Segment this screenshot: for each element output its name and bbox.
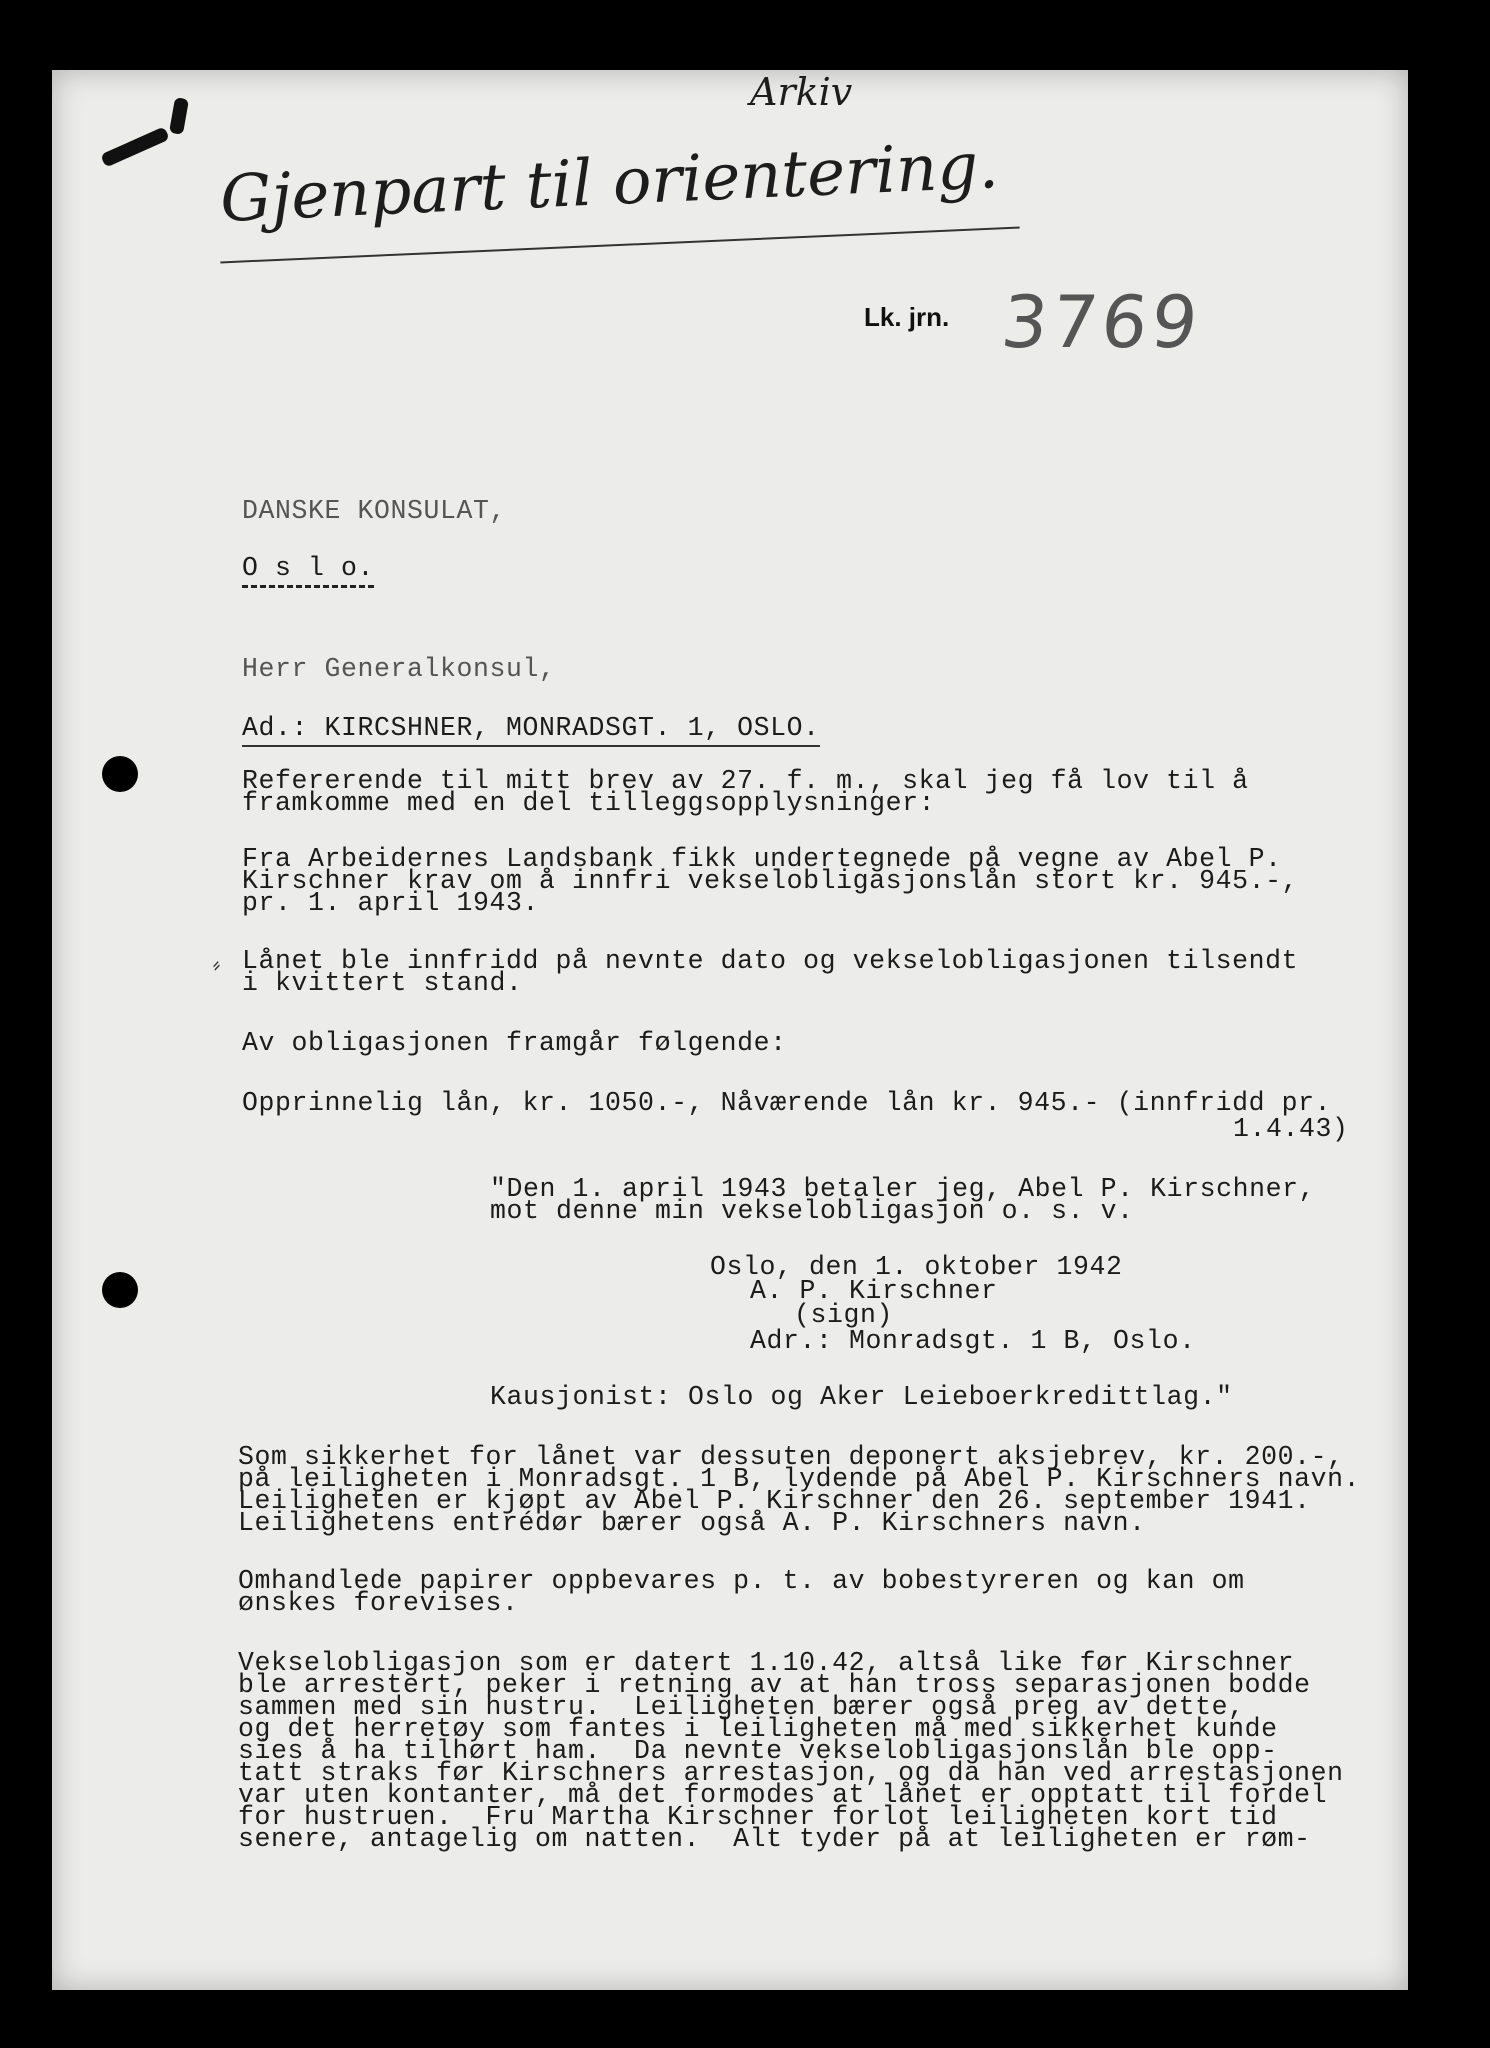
p8-line4: og det herretøy som fantes i leiligheten må med sikkerhet kunde: [238, 1714, 1278, 1744]
p2-line1: Fra Arbeidernes Landsbank fikk undertegnede på vegne av Abel P.: [242, 844, 1282, 874]
p2-line3: pr. 1. april 1943.: [242, 888, 540, 918]
punch-hole-bottom: [102, 1272, 138, 1308]
quote-line1: "Den 1. april 1943 betaler jeg, Abel P. Kirschner,: [490, 1174, 1316, 1204]
subject-line: Ad.: KIRCSHNER, MONRADSGT. 1, OSLO.: [242, 713, 820, 747]
p1-line2: framkomme med en del tilleggsopplysninger:: [242, 788, 936, 818]
ink-scribble-mark-2: [169, 97, 189, 135]
quote-sign: (sign): [794, 1300, 894, 1330]
p3-line1: Lånet ble innfridd på nevnte dato og vekselobligasjonen tilsendt: [242, 946, 1299, 976]
p8-line7: var uten kontanter, må det formodes at lånet er opptatt til fordel: [238, 1780, 1328, 1810]
p3-line2: i kvittert stand.: [242, 968, 523, 998]
p6-line2: på leiligheten i Monradsgt. 1 B, lydende på Abel P. Kirschners navn.: [238, 1464, 1361, 1494]
quote-address: Adr.: Monradsgt. 1 B, Oslo.: [750, 1326, 1196, 1356]
p8-line5: sies å ha tilhørt ham. Da nevnte vekselobligasjonslån ble opp-: [238, 1736, 1278, 1766]
punch-hole-top: [102, 756, 138, 792]
p8-line1: Vekselobligasjon som er datert 1.10.42, altså like før Kirschner: [238, 1648, 1295, 1678]
quote-place-date: Oslo, den 1. oktober 1942: [710, 1252, 1123, 1282]
handwritten-underline: [220, 227, 1019, 264]
margin-tick-mark: ⸗: [207, 949, 225, 979]
ink-scribble-mark: [100, 126, 170, 167]
p6-line1: Som sikkerhet for lånet var dessuten deponert aksjebrev, kr. 200.-,: [238, 1442, 1344, 1472]
p1-line1: Refererende til mitt brev av 27. f. m., skal jeg få lov til å: [242, 766, 1249, 796]
p8-line2: ble arrestert, peker i retning av at han tross separasjonen bodde: [238, 1670, 1311, 1700]
p6-line4: Leilighetens entrédør bærer også A. P. Kirschners navn.: [238, 1508, 1146, 1538]
document-page: [52, 70, 1408, 1990]
quote-signer: A. P. Kirschner: [750, 1276, 998, 1306]
handwritten-top-note: Arkiv: [750, 70, 853, 114]
p8-line6: tatt straks før Kirschners arrestasjon, og da han ved arrestasjonen: [238, 1758, 1344, 1788]
p5-line1: Opprinnelig lån, kr. 1050.-, Nåværende lån kr. 945.- (innfridd pr.: [242, 1088, 1332, 1118]
quote-line2: mot denne min vekselobligasjon o. s. v.: [490, 1196, 1134, 1226]
journal-label: Lk. jrn.: [864, 302, 950, 332]
recipient-line1: DANSKE KONSULAT,: [242, 496, 507, 526]
quote-guarantor: Kausjonist: Oslo og Aker Leieboerkredittlag.": [490, 1382, 1233, 1412]
p8-line3: sammen med sin hustru. Leiligheten bærer også preg av dette,: [238, 1692, 1245, 1722]
p7-line2: ønskes forevises.: [238, 1588, 519, 1618]
salutation: Herr Generalkonsul,: [242, 654, 556, 684]
recipient-line2: O s l o.: [242, 553, 374, 588]
p4-line1: Av obligasjonen framgår følgende:: [242, 1028, 787, 1058]
handwritten-annotation: Gjenpart til orientering.: [218, 129, 1000, 237]
p7-line1: Omhandlede papirer oppbevares p. t. av bobestyreren og kan om: [238, 1566, 1245, 1596]
p8-line9: senere, antagelig om natten. Alt tyder på at leiligheten er røm-: [238, 1824, 1311, 1854]
journal-number: 3769: [997, 280, 1206, 364]
p2-line2: Kirschner krav om å innfri vekselobligasjonslån stort kr. 945.-,: [242, 866, 1299, 896]
p5-line2: 1.4.43): [1233, 1114, 1349, 1144]
p8-line8: for hustruen. Fru Martha Kirschner forlot leiligheten kort tid: [238, 1802, 1278, 1832]
p6-line3: Leiligheten er kjøpt av Abel P. Kirschner den 26. september 1941.: [238, 1486, 1311, 1516]
